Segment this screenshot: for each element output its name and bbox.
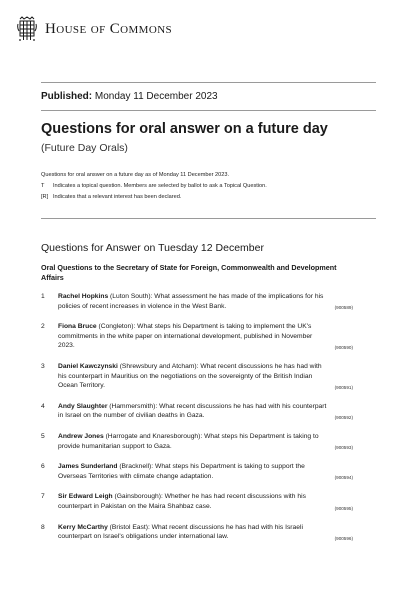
masthead [17,16,172,42]
divider-notes [41,218,376,219]
question-number: 7 [41,493,45,501]
member-name: Sir Edward Leigh [58,493,113,501]
note-text: Indicates a topical question. Members are selected by ballot to ask a Topical Question. [53,183,267,189]
note-text: Indicates that a relevant interest has been declared. [53,194,182,200]
member-name: Rachel Hopkins [58,293,109,300]
question-text: Rachel Hopkins (Luton South): What assessment he has made of the implications for his policies of recent increases in violence in the West Bank. [58,293,324,310]
question-number: 6 [41,463,45,471]
divider-published [41,110,376,111]
question-reference: (900594) [334,475,353,481]
member-name: James Sunderland [58,463,118,471]
member-name: Andy Slaughter [58,402,108,410]
note-symbol: T [41,183,45,189]
member-name: Daniel Kawczynski [58,362,118,370]
question-text: Andy Slaughter (Hammersmith): What recent discussions he has had with his counterpart in Israel on the number of civilian deaths in Gaza. [58,402,327,420]
question-reference: (900591) [334,384,353,390]
note-topical [41,181,267,192]
member-name: Kerry McCarthy [58,523,108,531]
question-text: Daniel Kawczynski (Shrewsbury and Atcham): What recent discussions he has had with his counterpart in Mauritius on the negotiations on the sovereignty of the British Indian Ocean Territory. [58,362,322,390]
question-reference: (900589) [334,305,353,311]
question-text: Fiona Bruce (Congleton): What steps his Department is taking to implement the UK's commitments in the white paper on international development, published in November 2023. [58,323,313,350]
question-reference: (900595) [334,505,353,511]
question-item [41,292,353,311]
note-symbol: [R] [41,194,49,200]
question-item [41,362,353,391]
department-heading: Oral Questions to the Secretary of State for Foreign, Commonwealth and Development Affairs [41,263,337,282]
question-item [41,322,353,351]
page-title: Questions for oral answer on a future day [41,121,328,137]
note-interest [41,192,267,203]
page-subtitle: (Future Day Orals) [41,142,128,154]
question-item [41,492,353,511]
notes-intro: Questions for oral answer on a future day as of Monday 11 December 2023. [41,172,230,178]
notes-block [41,170,267,203]
published-line [41,91,218,102]
question-reference: (900590) [334,344,353,350]
question-reference: (900596) [334,535,353,541]
published-date: Monday 11 December 2023 [94,91,218,102]
question-text: Kerry McCarthy (Bristol East): What recent discussions he has had with his Israeli counterpart on Israel's obligations under international law. [58,523,303,541]
question-item [41,402,353,421]
divider-top [41,82,376,83]
member-name: Andrew Jones [58,432,104,440]
question-number: 4 [41,402,45,410]
question-item [41,462,353,481]
question-number: 5 [41,432,45,440]
question-reference: (900593) [334,445,353,451]
question-number: 1 [41,293,45,300]
question-item [41,432,353,451]
member-name: Fiona Bruce [58,323,97,331]
question-number: 8 [41,523,45,531]
question-text: Sir Edward Leigh (Gainsborough): Whether he has had recent discussions with his counterpart in Pakistan on the Maira Shahbaz case. [58,493,306,510]
portcullis-logo-icon [17,16,37,42]
question-text: Andrew Jones (Harrogate and Knaresborough): What steps his Department is taking to provide humanitarian support to Gaza. [58,432,319,450]
question-item [41,523,353,542]
question-number: 3 [41,362,45,370]
questions-list [41,292,353,542]
question-number: 2 [41,323,45,331]
question-reference: (900592) [334,414,353,420]
section-heading: Questions for Answer on Tuesday 12 December [41,242,264,254]
published-label: Published: [41,91,93,102]
house-of-commons-title: HOUSE OF COMMONS [45,20,173,37]
question-text: James Sunderland (Bracknell): What steps his Department is taking to support the Overseas Territories with climate change adaptation. [58,463,305,480]
